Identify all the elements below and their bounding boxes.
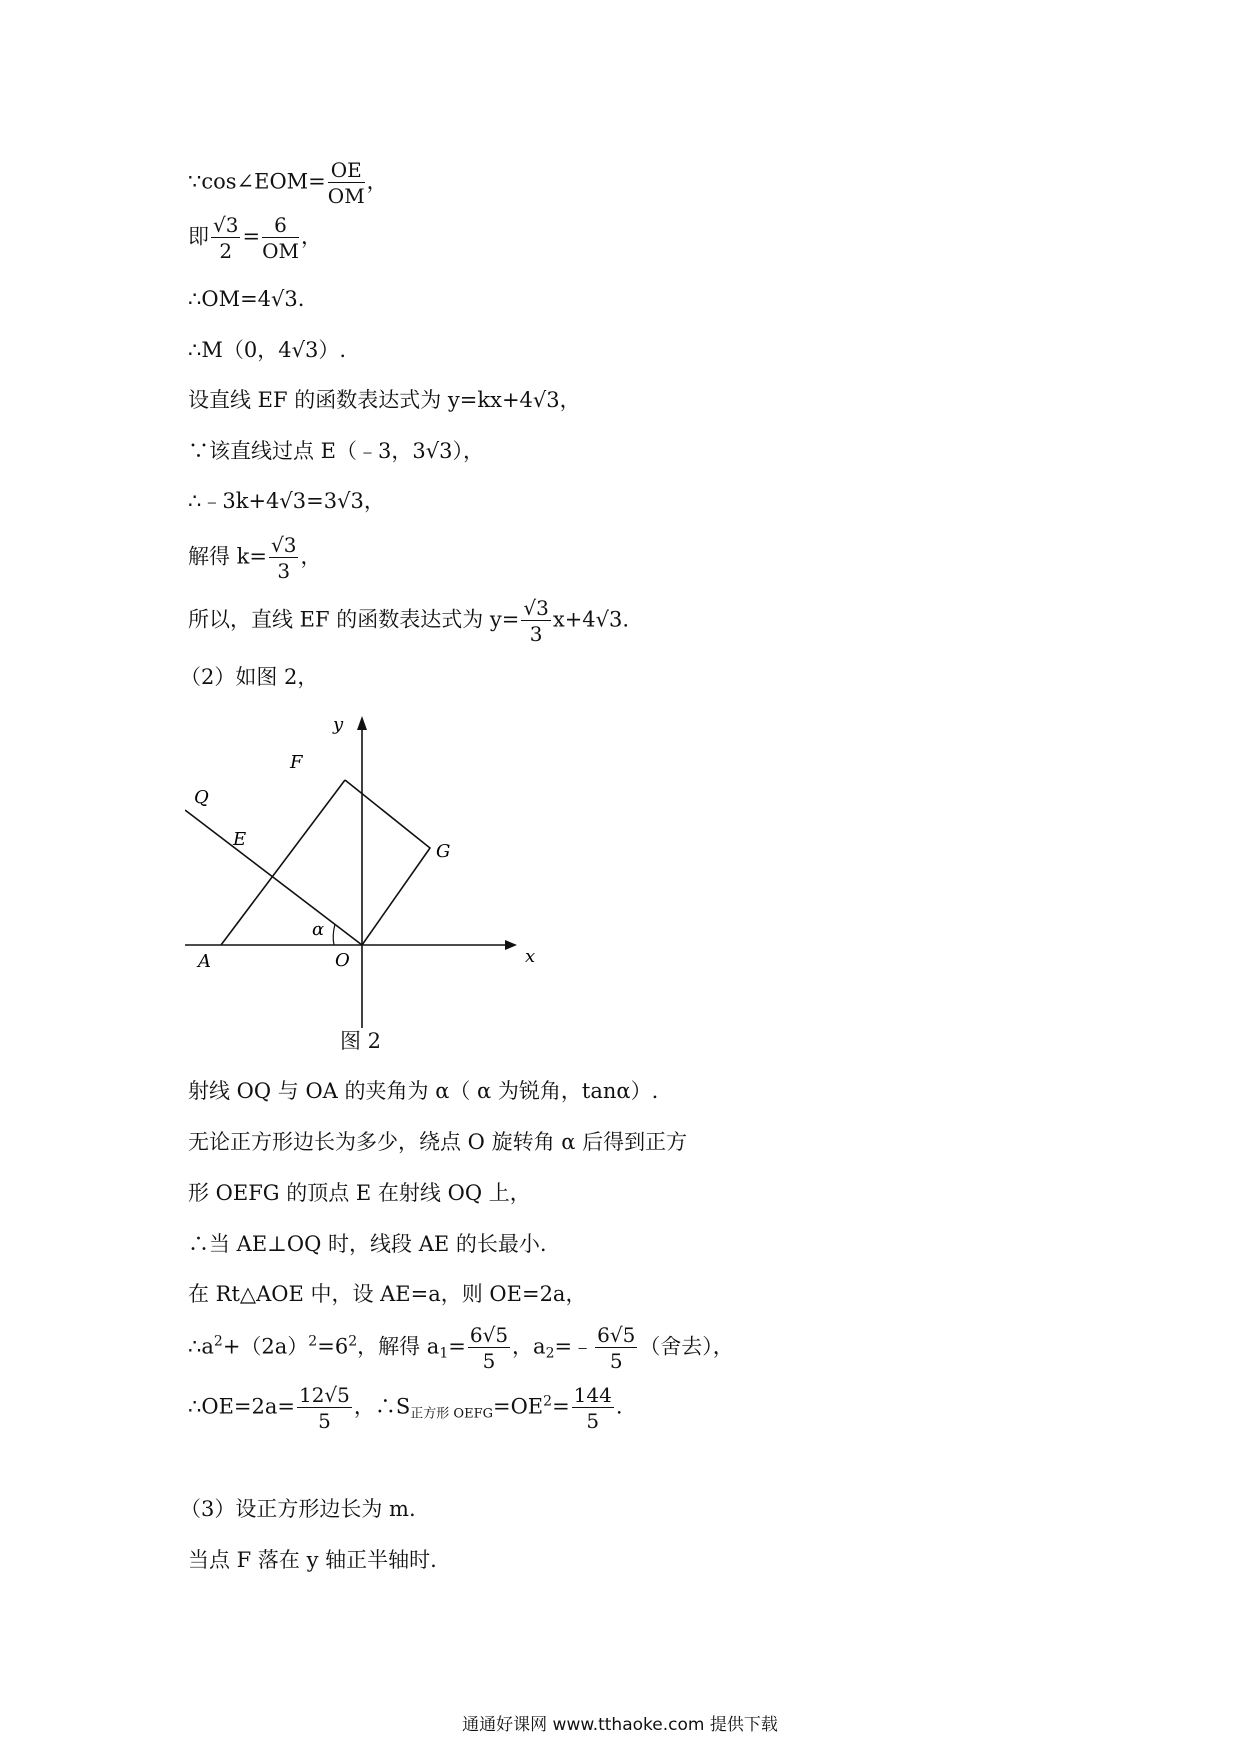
line-rotation-1: 无论正方形边长为多少，绕点 O 旋转角 α 后得到正方 bbox=[188, 1130, 688, 1154]
label-y: y bbox=[333, 714, 344, 735]
line-solve-a: $\therefore a^2+(2a)^2=6^2$，解得 $a_1=$ $\frac{6√5}{5}$ ，$a_2=﹣$ $\frac{6√5}{5}$ （舍去）， bbox=[188, 1323, 734, 1373]
line-equation-k: ∴﹣3k+4√3=3√3， bbox=[188, 489, 385, 513]
label-q: Q bbox=[194, 787, 209, 808]
line-rotation-2: 形 OEFG 的顶点 E 在射线 OQ 上， bbox=[188, 1181, 531, 1205]
figure-caption: 图 2 bbox=[340, 1029, 382, 1053]
x-axis-arrow bbox=[505, 940, 517, 950]
line-ef-expression: 设直线 EF 的函数表达式为 y=kx+4√3， bbox=[188, 388, 581, 412]
line-ae-min: ∴当 AE⊥OQ 时，线段 AE 的长最小. bbox=[188, 1232, 547, 1256]
label-e: E bbox=[233, 829, 247, 850]
line-angle-alpha: 射线 OQ 与 OA 的夹角为 α（ α 为锐角，tanα）. bbox=[188, 1079, 659, 1103]
label-x: x bbox=[525, 946, 536, 967]
label-a: A bbox=[198, 951, 211, 972]
line-point-f: 当点 F 落在 y 轴正半轴时. bbox=[188, 1548, 437, 1572]
label-alpha: α bbox=[312, 919, 325, 940]
y-axis-arrow bbox=[357, 716, 367, 730]
line-rt-aoe: 在 Rt△AOE 中，设 AE=a，则 OE=2a， bbox=[188, 1282, 587, 1306]
line-om-value: ∴OM=4√3. bbox=[188, 287, 305, 311]
line-ratio: 即 $\frac{√3}{2}$ = $\frac{6}{OM}$ ， bbox=[188, 213, 322, 263]
square-fgo bbox=[345, 780, 430, 945]
line-area: ∴OE=2a= $\frac{12√5}{5}$ ，∴S正方形 $OEFG=OE^2=$ $\frac{144}{5}$ . bbox=[188, 1383, 623, 1433]
line-solve-k: 解得 k= $\frac{√3}{3}$ ， bbox=[188, 533, 322, 583]
line-cos-eom: ∵cos∠EOM= $\frac{OE}{OM}$ ， bbox=[188, 158, 388, 208]
line-ef-result: 所以，直线 EF 的函数表达式为 y= $\frac{√3}{3}$ x+4√3. bbox=[188, 596, 630, 646]
line-point-m: ∴M（0，4√3）. bbox=[188, 338, 347, 362]
alpha-arc bbox=[333, 924, 335, 945]
line-part3-intro: （3）设正方形边长为 m. bbox=[180, 1497, 416, 1521]
footer-watermark: 通通好课网 www.tthaoke.com 提供下载 bbox=[462, 1715, 778, 1735]
line-part2-intro: （2）如图 2， bbox=[180, 665, 319, 689]
line-pass-point-e: ∵该直线过点 E（﹣3，3√3）， bbox=[188, 439, 484, 463]
label-o: O bbox=[335, 950, 350, 971]
label-g: G bbox=[436, 841, 451, 862]
label-f: F bbox=[290, 752, 303, 773]
figure-2-diagram bbox=[185, 700, 545, 1030]
line-af bbox=[221, 780, 345, 945]
ray-oq bbox=[185, 810, 362, 945]
